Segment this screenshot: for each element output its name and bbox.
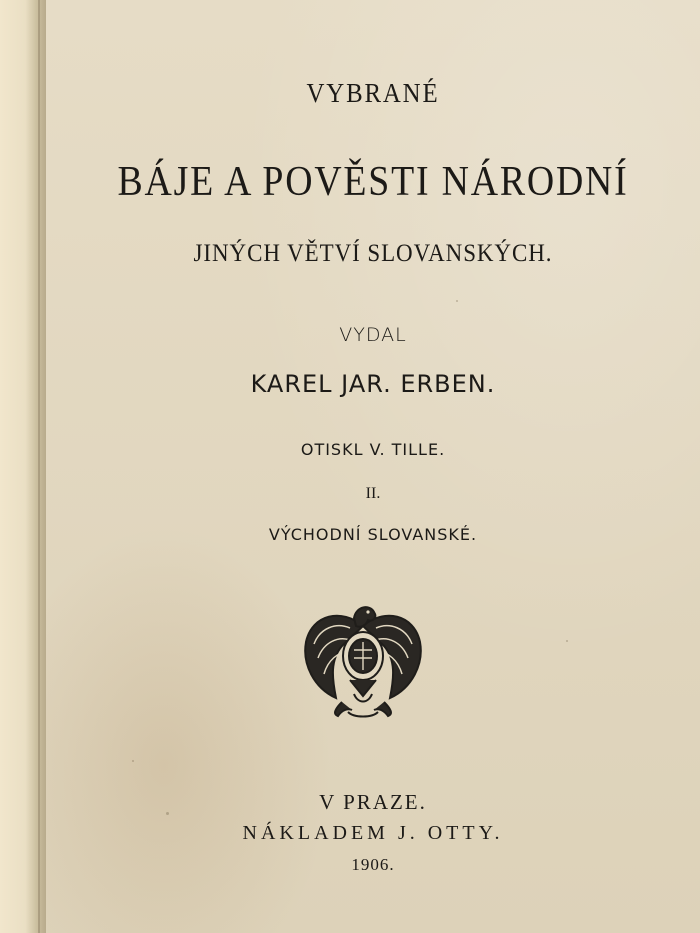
eagle-crest-icon [302, 598, 424, 724]
subtitle: JINÝCH VĚTVÍ SLOVANSKÝCH. [193, 240, 553, 267]
publisher: NÁKLADEM J. OTTY. [242, 822, 504, 844]
reprinted-by: OTISKL V. TILLE. [300, 440, 446, 459]
title-page [46, 0, 700, 933]
edited-by-label: VYDAL [339, 324, 407, 346]
left-page-edge [0, 0, 46, 933]
paper-speck [566, 640, 568, 642]
main-title: BÁJE A POVĚSTI NÁRODNÍ [117, 159, 629, 205]
volume-title: VÝCHODNÍ SLOVANSKÉ. [268, 525, 478, 544]
paper-speck [132, 760, 134, 762]
publication-year: 1906. [351, 855, 395, 874]
volume-number: II. [365, 485, 381, 502]
paper-speck [456, 300, 458, 302]
title-line-vybrane: VYBRANÉ [306, 78, 440, 108]
paper-speck [166, 812, 169, 815]
author-name: KAREL JAR. ERBEN. [250, 370, 496, 398]
publication-place: V PRAZE. [319, 790, 427, 814]
